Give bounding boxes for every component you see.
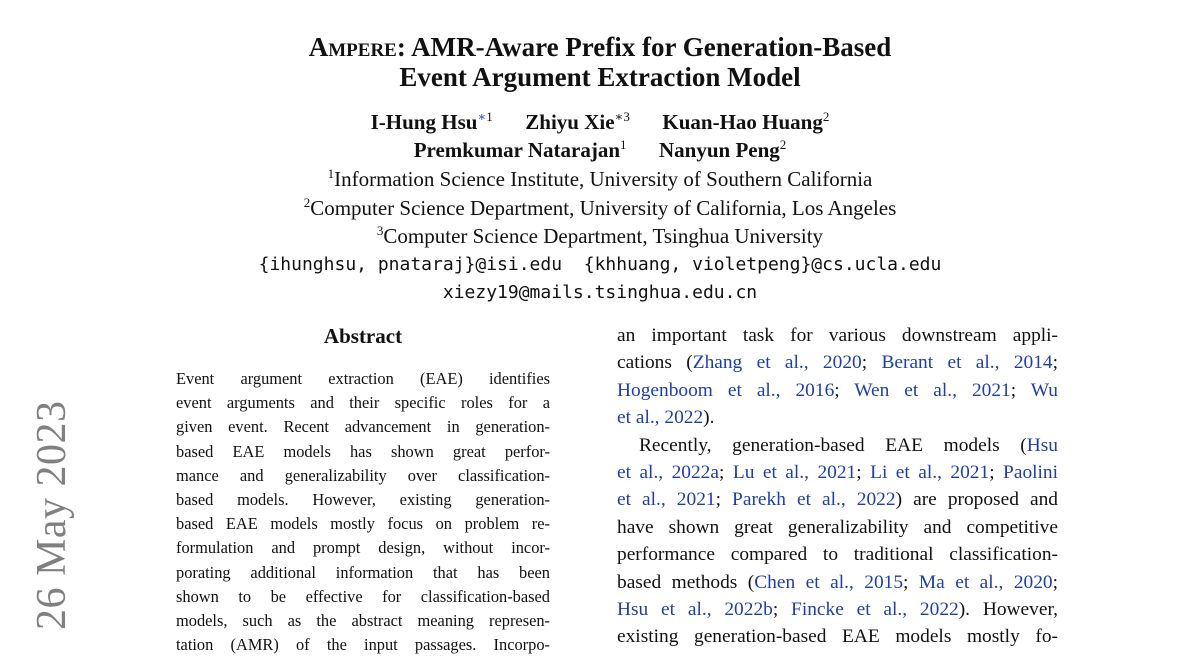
citation-link[interactable]: Zhang et al., 2020	[692, 352, 862, 374]
abstract-line: given event. Recent advancement in generation-	[176, 417, 550, 437]
affiliation-line	[0, 222, 1200, 251]
intro-line	[617, 432, 1058, 459]
citation-link[interactable]: Li et al., 2021	[870, 462, 990, 484]
affiliation-mark: 2	[779, 137, 787, 152]
abstract-line: based EAE models has shown great perfor-	[176, 441, 550, 461]
abstract-line: shown to be effective for classification-based	[176, 586, 550, 606]
intro-text: ;	[856, 462, 871, 484]
intro-line	[617, 349, 1058, 376]
intro-text: ;	[989, 462, 1004, 484]
abstract-line: based models. However, existing generation-	[176, 490, 550, 510]
introduction-body	[617, 322, 1058, 651]
affiliation-mark: 1	[620, 137, 627, 152]
affiliation-text: Information Science Institute, University of Southern California	[334, 167, 873, 191]
intro-text: ;	[903, 571, 919, 593]
intro-text: cations (	[617, 352, 693, 374]
affiliation-line	[0, 165, 1200, 194]
intro-line	[617, 404, 1058, 431]
intro-line	[617, 377, 1058, 404]
title-line1-rest: : AMR-Aware Prefix for Generation-Based	[396, 32, 892, 62]
abstract-line: based EAE models mostly focus on problem re-	[176, 514, 550, 534]
author-emails	[0, 251, 1200, 307]
citation-link[interactable]: Fincke et al., 2022	[791, 599, 959, 621]
citation-link[interactable]: et al., 2021	[617, 489, 716, 511]
author-list	[0, 108, 1200, 164]
intro-text: ).	[703, 407, 715, 429]
affiliation-line	[0, 194, 1200, 223]
affiliation-list	[0, 165, 1200, 251]
affiliation-text: Computer Science Department, Tsinghua University	[383, 224, 824, 248]
intro-line	[617, 459, 1058, 486]
abstract-line: event arguments and their specific roles for a	[176, 393, 550, 413]
affiliation-mark: 2	[822, 109, 830, 124]
intro-line: an important task for various downstream appli-	[617, 325, 1058, 346]
affiliation-text: Computer Science Department, University of California, Los Angeles	[310, 195, 897, 220]
intro-text: ;	[1010, 379, 1031, 401]
citation-link[interactable]: et al., 2022a	[617, 462, 719, 484]
abstract-line: formulation and prompt design, without incor-	[176, 538, 550, 558]
title-model-name: Ampere	[308, 32, 397, 62]
intro-line	[617, 596, 1058, 623]
abstract-heading: Abstract	[323, 324, 403, 348]
citation-link[interactable]: Wen et al., 2021	[854, 379, 1011, 401]
intro-text: ). However,	[958, 599, 1058, 621]
intro-text: ;	[772, 599, 792, 621]
abstract-line: models, such as the abstract meaning represen-	[176, 611, 550, 631]
author-name: Premkumar Natarajan	[413, 138, 620, 162]
abstract-line: porating additional information that has been	[176, 562, 550, 582]
abstract-line: mance and generalizability over classification-	[176, 465, 550, 485]
intro-text: based methods (	[617, 571, 755, 593]
intro-text: ;	[1052, 571, 1058, 593]
equal-contribution-mark: ∗	[614, 109, 624, 124]
affiliation-mark: 3	[623, 109, 630, 124]
citation-link[interactable]: Paolini	[1003, 462, 1058, 484]
intro-line	[617, 486, 1058, 513]
paper-title	[0, 32, 1200, 92]
email-line: {ihunghsu, pnataraj}@isi.edu {khhuang, violetpeng}@cs.ucla.edu	[258, 254, 942, 275]
citation-link[interactable]: Berant et al., 2014	[881, 352, 1053, 374]
affiliation-number: 3	[376, 223, 384, 238]
intro-text: Recently, generation-based EAE models (	[639, 434, 1027, 456]
author-name: Nanyun Peng	[659, 138, 780, 162]
arxiv-date-stamp: 26 May 2023	[29, 400, 75, 630]
affiliation-mark: 1	[486, 109, 493, 124]
citation-link[interactable]: Lu et al., 2021	[732, 462, 857, 484]
intro-text: ;	[834, 379, 855, 401]
citation-link[interactable]: Parekh et al., 2022	[732, 489, 896, 511]
intro-line	[617, 569, 1058, 596]
intro-line: performance compared to traditional classification-	[617, 544, 1058, 566]
citation-link[interactable]: Ma et al., 2020	[918, 571, 1053, 593]
affiliation-number: 1	[327, 166, 335, 181]
intro-text: ) are proposed and	[895, 489, 1058, 511]
citation-link[interactable]: Wu	[1030, 379, 1058, 401]
intro-text: ;	[715, 489, 733, 511]
intro-line: existing generation-based EAE models mostly fo-	[617, 626, 1058, 648]
author-name: Kuan-Hao Huang	[662, 110, 823, 134]
abstract-body	[176, 367, 550, 657]
author-name: I-Hung Hsu	[370, 110, 478, 134]
citation-link[interactable]: Hogenboom et al., 2016	[617, 379, 835, 401]
intro-text: ;	[861, 352, 882, 374]
citation-link[interactable]: Chen et al., 2015	[754, 571, 904, 593]
title-line2: Event Argument Extraction Model	[399, 62, 801, 92]
affiliation-number: 2	[303, 194, 311, 210]
abstract-line: tation (AMR) of the input passages. Incorpo-	[176, 635, 550, 655]
intro-text: ;	[1052, 352, 1058, 374]
citation-link[interactable]: et al., 2022	[617, 407, 704, 429]
abstract-line: Event argument extraction (EAE) identifies	[176, 369, 550, 388]
intro-text: ;	[719, 462, 733, 484]
email-line: xiezy19@mails.tsinghua.edu.cn	[442, 282, 758, 303]
author-name: Zhiyu Xie	[525, 110, 615, 134]
citation-link[interactable]: Hsu et al., 2022b	[617, 599, 773, 621]
citation-link[interactable]: Hsu	[1026, 434, 1058, 456]
intro-line: have shown great generalizability and competitive	[617, 516, 1058, 538]
equal-contribution-mark[interactable]: ∗	[477, 109, 487, 124]
